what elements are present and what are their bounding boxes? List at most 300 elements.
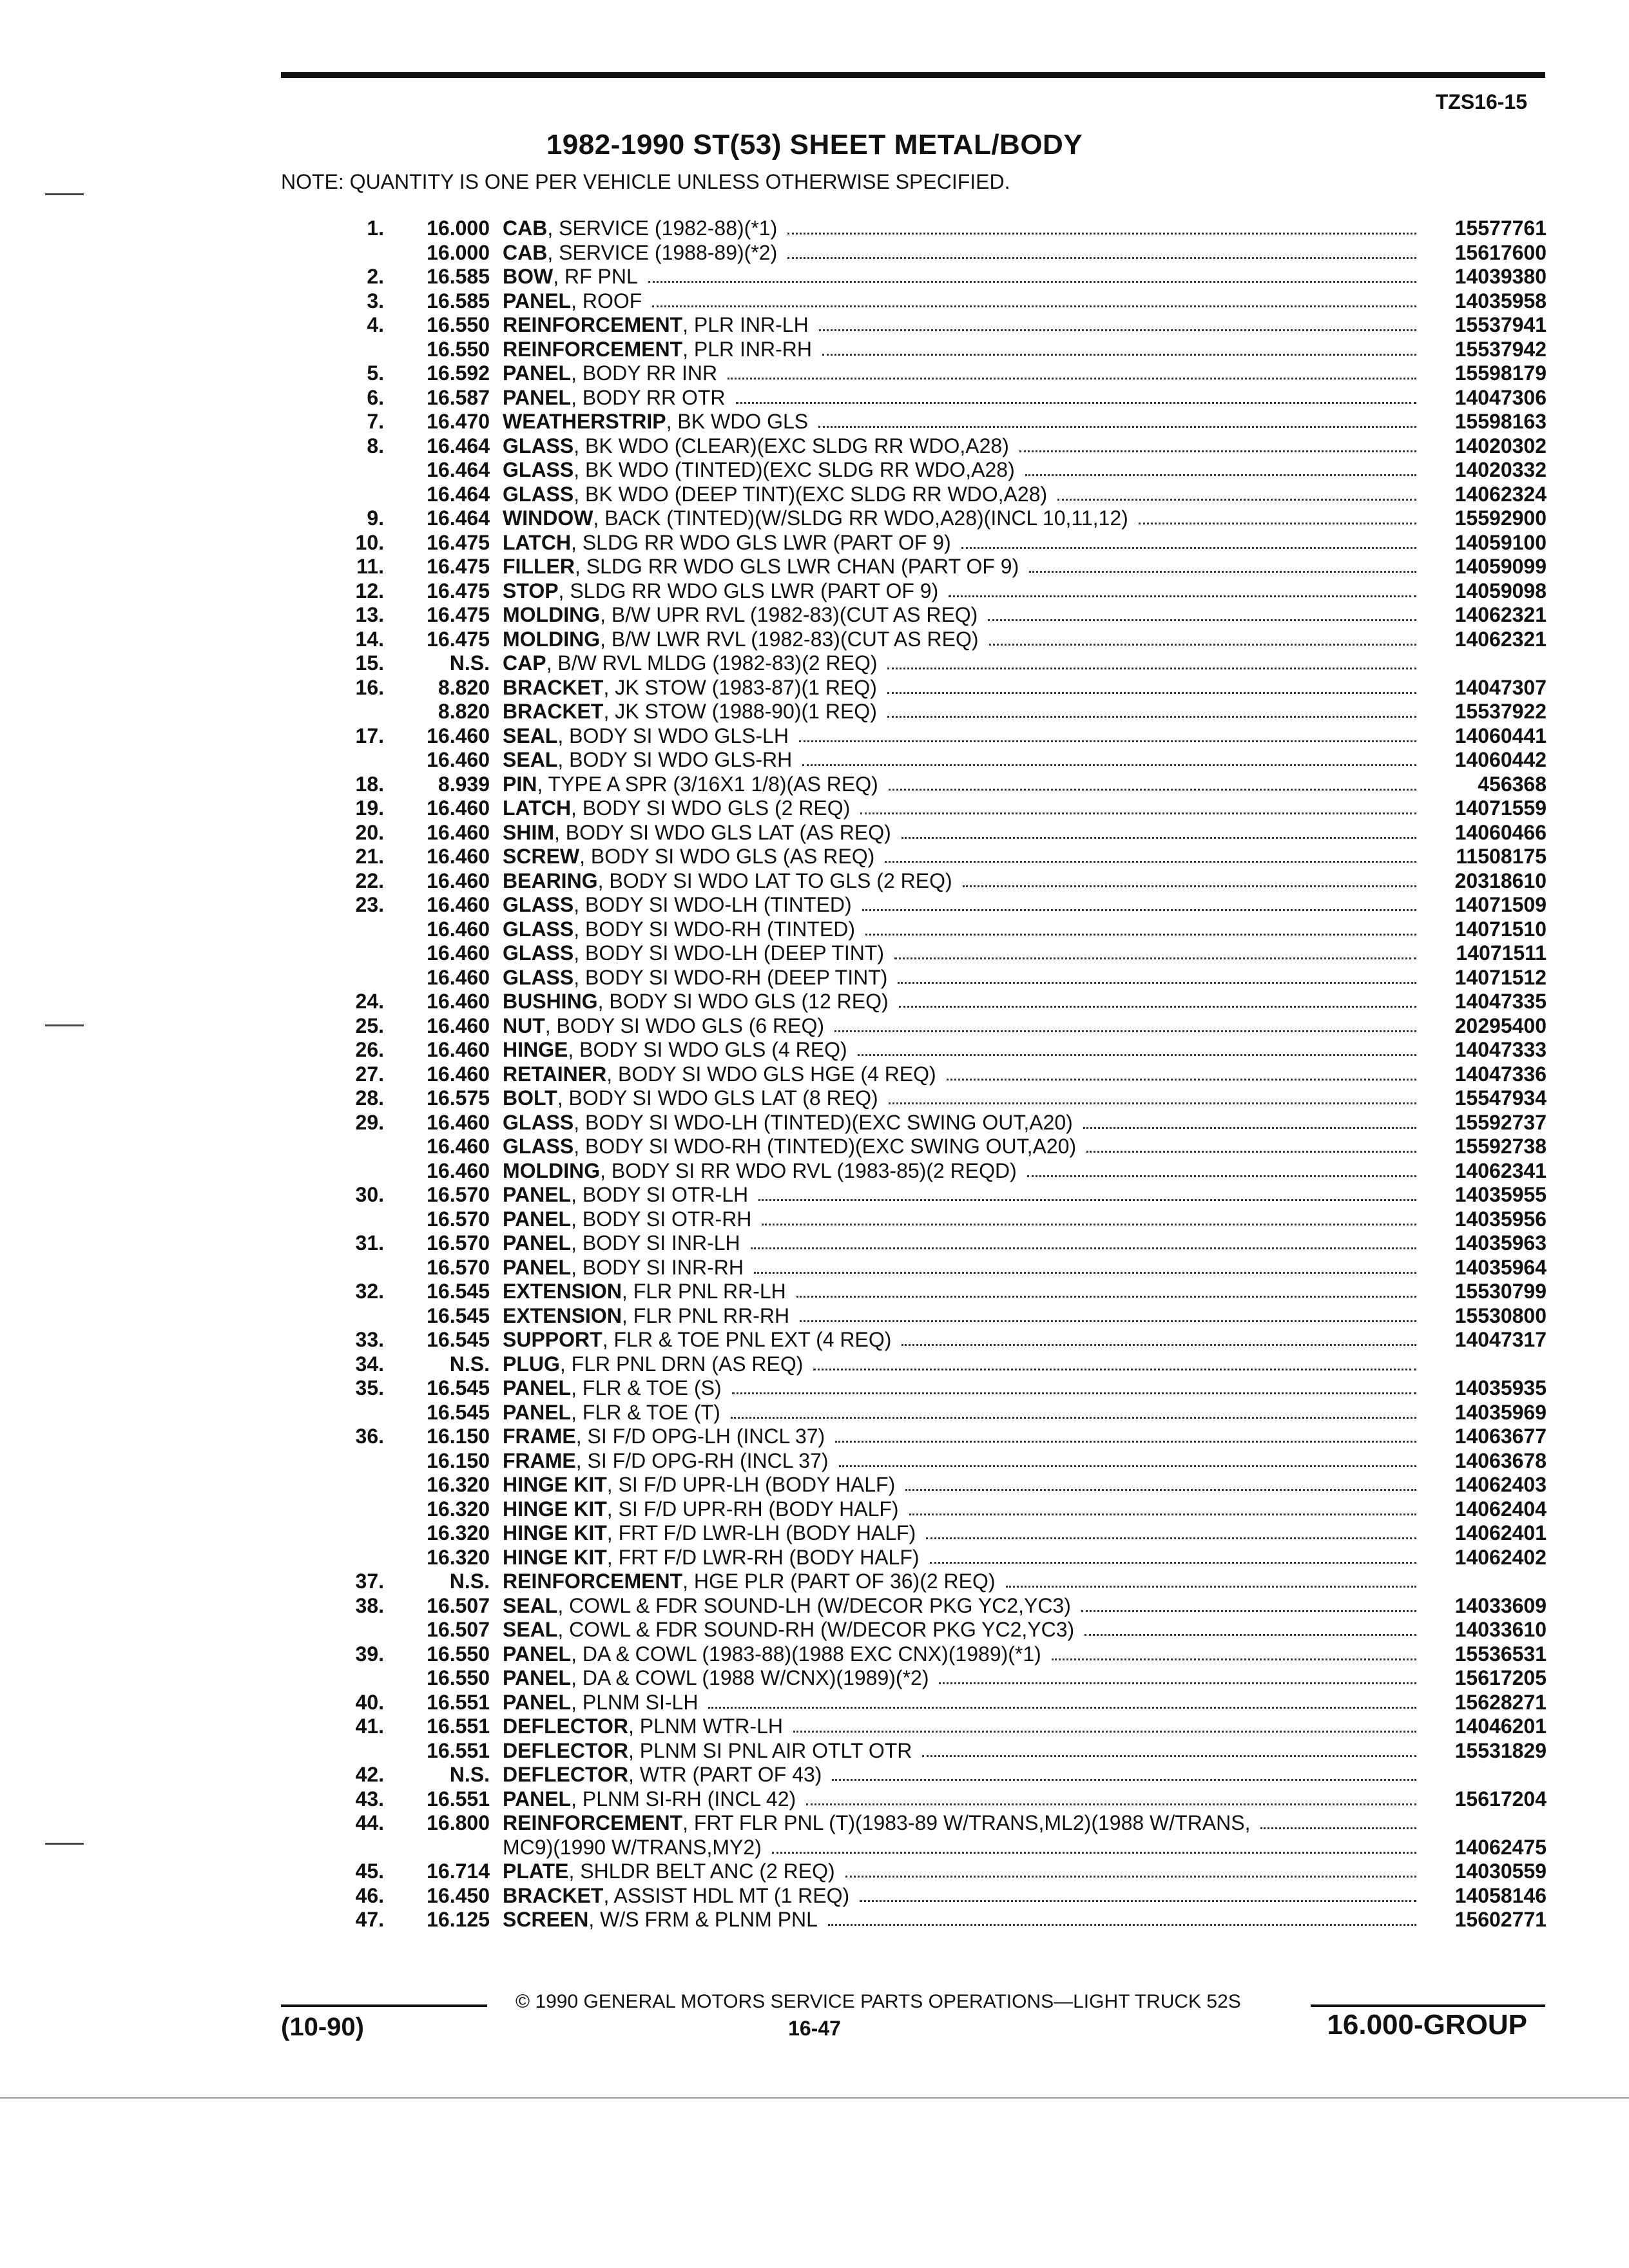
dot-leader — [845, 1876, 1416, 1878]
group-number: 16.150 — [427, 1448, 490, 1472]
part-detail: , FLR PNL RR-LH — [621, 1280, 786, 1303]
part-description — [503, 1231, 1427, 1256]
dot-leader — [796, 1296, 1416, 1298]
dot-leader — [787, 233, 1416, 235]
part-detail: , BODY SI WDO-LH (TINTED) — [574, 893, 852, 916]
part-number: 14063677 — [1454, 1425, 1547, 1448]
table-row — [335, 1546, 1547, 1570]
table-row — [335, 1787, 1547, 1812]
table-row — [335, 1811, 1547, 1836]
table-row — [335, 579, 1547, 604]
dot-leader — [894, 957, 1416, 959]
table-row — [335, 531, 1547, 555]
ref-number: 28. — [355, 1086, 384, 1110]
part-number: 14030559 — [1454, 1860, 1547, 1883]
table-row — [335, 1159, 1547, 1184]
part-detail: , FLR & TOE (T) — [571, 1400, 720, 1424]
part-number: 15598179 — [1454, 361, 1547, 385]
part-detail: , DA & COWL (1983-88)(1988 EXC CNX)(1989)(*1) — [571, 1642, 1041, 1666]
ref-number: 10. — [355, 530, 384, 554]
table-row — [335, 410, 1547, 434]
part-number: 14033609 — [1454, 1593, 1547, 1617]
part-number: 14047335 — [1454, 990, 1547, 1013]
part-number: 14059099 — [1454, 555, 1547, 578]
dot-leader — [1052, 1658, 1416, 1660]
part-description — [503, 1811, 1427, 1836]
table-row — [335, 821, 1547, 845]
part-detail: , SLDG RR WDO GLS LWR (PART OF 9) — [558, 579, 939, 602]
part-detail: , PLNM SI-RH (INCL 42) — [571, 1787, 796, 1811]
part-description — [503, 1836, 1427, 1860]
part-description — [503, 434, 1427, 459]
part-number: 14058146 — [1454, 1883, 1547, 1907]
part-detail: , JK STOW (1988-90)(1 REQ) — [603, 700, 877, 723]
part-detail: , BODY SI OTR-LH — [571, 1183, 749, 1206]
part-description — [503, 1304, 1427, 1329]
ref-number: 25. — [355, 1014, 384, 1037]
group-number: 16.320 — [427, 1473, 490, 1496]
part-detail: , BODY SI WDO-RH (TINTED)(EXC SWING OUT,A20) — [574, 1135, 1077, 1158]
part-detail: , BODY SI WDO-LH (TINTED)(EXC SWING OUT,A20) — [574, 1110, 1073, 1134]
table-row — [335, 1135, 1547, 1159]
part-name: DEFLECTOR — [503, 1763, 628, 1786]
ref-number: 33. — [355, 1328, 384, 1351]
group-number: 16.545 — [427, 1280, 490, 1303]
part-number: 14062321 — [1454, 603, 1547, 626]
part-detail: , BODY SI INR-RH — [571, 1255, 744, 1279]
table-row — [335, 1328, 1547, 1352]
table-row — [335, 1642, 1547, 1667]
part-detail: , COWL & FDR SOUND-LH (W/DECOR PKG YC2,YC3) — [557, 1593, 1071, 1617]
dot-leader — [887, 716, 1416, 718]
part-number: 20295400 — [1454, 1014, 1547, 1037]
part-number: 15537941 — [1454, 313, 1547, 336]
ref-number: 37. — [355, 1570, 384, 1593]
scan-mark — [45, 1843, 84, 1845]
table-row — [335, 1352, 1547, 1377]
group-number: 16.320 — [427, 1521, 490, 1544]
part-number: 15592900 — [1454, 506, 1547, 530]
group-number: N.S. — [449, 651, 490, 675]
part-detail: , SI F/D OPG-RH (INCL 37) — [575, 1448, 829, 1472]
dot-leader — [732, 1392, 1416, 1394]
part-name: BEARING — [503, 869, 598, 892]
part-name: PLUG — [503, 1352, 560, 1376]
table-row — [335, 1473, 1547, 1497]
table-row — [335, 434, 1547, 459]
group-number: 16.460 — [427, 869, 490, 892]
revision-date: (10-90) — [281, 2013, 364, 2041]
part-name: SCREEN — [503, 1908, 589, 1931]
ref-number: 16. — [355, 675, 384, 699]
part-number: 14035955 — [1454, 1183, 1547, 1206]
table-row — [335, 1884, 1547, 1908]
part-description — [503, 458, 1427, 483]
dot-leader — [989, 644, 1417, 646]
part-number: 15530799 — [1454, 1280, 1547, 1303]
group-number: 16.125 — [427, 1908, 490, 1931]
part-detail: , BODY SI RR WDO RVL (1983-85)(2 REQD) — [600, 1158, 1017, 1182]
part-description — [503, 1642, 1427, 1667]
ref-number: 39. — [355, 1642, 384, 1666]
part-number: 14035969 — [1454, 1400, 1547, 1424]
part-number: 14071559 — [1454, 796, 1547, 820]
ref-number: 31. — [355, 1231, 384, 1254]
ref-number: 46. — [355, 1883, 384, 1907]
part-description — [503, 1763, 1427, 1787]
part-name: SHIM — [503, 820, 554, 844]
group-number: 16.507 — [427, 1593, 490, 1617]
part-description — [503, 941, 1427, 966]
part-description — [503, 1715, 1427, 1739]
part-name: CAP — [503, 651, 546, 675]
ref-number: 19. — [355, 796, 384, 820]
part-name: GLASS — [503, 941, 574, 965]
dot-leader — [1029, 571, 1416, 573]
dot-leader — [898, 982, 1416, 984]
part-detail: , BODY SI WDO-RH (TINTED) — [574, 917, 855, 941]
group-number: 16.460 — [427, 1062, 490, 1086]
table-row — [335, 1908, 1547, 1932]
part-description — [503, 1739, 1427, 1763]
part-number: 14062321 — [1454, 627, 1547, 651]
dot-leader — [793, 1731, 1416, 1733]
part-name: PANEL — [503, 1231, 572, 1254]
part-number: 14035958 — [1454, 289, 1547, 312]
table-row — [335, 1401, 1547, 1425]
group-number: 16.550 — [427, 1642, 490, 1666]
part-name: FILLER — [503, 555, 575, 578]
part-detail: , BODY SI WDO GLS (4 REQ) — [568, 1038, 847, 1061]
page-number: 16-47 — [788, 2017, 841, 2040]
group-number: 16.460 — [427, 1158, 490, 1182]
part-number: 14047317 — [1454, 1328, 1547, 1351]
group-number: 16.585 — [427, 265, 490, 288]
part-description — [503, 1908, 1427, 1932]
table-row — [335, 676, 1547, 700]
group-number: 16.320 — [427, 1497, 490, 1521]
part-description — [503, 555, 1427, 579]
ref-number: 7. — [367, 410, 384, 433]
part-description — [503, 700, 1427, 724]
group-number: 16.570 — [427, 1255, 490, 1279]
group-number: 16.475 — [427, 603, 490, 626]
dot-leader — [885, 861, 1416, 863]
part-number: 14035956 — [1454, 1207, 1547, 1231]
dot-leader — [901, 837, 1416, 839]
part-detail: , B/W LWR RVL (1982-83)(CUT AS REQ) — [600, 627, 979, 651]
part-detail: , JK STOW (1983-87)(1 REQ) — [603, 675, 877, 699]
dot-leader — [905, 1489, 1416, 1491]
part-name: BRACKET — [503, 700, 604, 723]
dot-leader — [961, 547, 1416, 549]
part-detail: , BODY SI WDO GLS (12 REQ) — [597, 990, 889, 1013]
ref-number: 4. — [367, 313, 384, 336]
part-name: FRAME — [503, 1448, 576, 1472]
group-number: 16.464 — [427, 506, 490, 530]
part-description — [503, 1570, 1427, 1594]
part-name: GLASS — [503, 1135, 574, 1158]
part-name: LATCH — [503, 530, 572, 554]
dot-leader — [802, 764, 1416, 766]
dot-leader — [835, 1441, 1416, 1443]
part-detail: , WTR (PART OF 43) — [628, 1763, 822, 1786]
part-description — [503, 386, 1427, 410]
part-number: 15537942 — [1454, 337, 1547, 361]
part-name: SEAL — [503, 724, 558, 747]
part-description — [503, 313, 1427, 338]
group-number: 16.475 — [427, 627, 490, 651]
table-row — [335, 1207, 1547, 1232]
part-detail: , BODY SI INR-LH — [571, 1231, 740, 1254]
part-detail: , PLNM WTR-LH — [628, 1715, 783, 1738]
table-row — [335, 1086, 1547, 1111]
dot-leader — [736, 402, 1416, 404]
ref-number: 47. — [355, 1908, 384, 1931]
dot-leader — [832, 1779, 1416, 1781]
dot-leader — [939, 1682, 1416, 1684]
table-row — [335, 628, 1547, 652]
part-number: 15592738 — [1454, 1135, 1547, 1158]
table-row — [335, 361, 1547, 386]
part-detail: , BK WDO (TINTED)(EXC SLDG RR WDO,A28) — [574, 458, 1015, 481]
table-row — [335, 265, 1547, 289]
part-name: PLATE — [503, 1860, 569, 1883]
dot-leader — [758, 1199, 1416, 1201]
part-name: BRACKET — [503, 675, 604, 699]
part-description — [503, 1328, 1427, 1352]
table-row — [335, 1183, 1547, 1207]
group-number: 16.545 — [427, 1328, 490, 1351]
group-number: 16.460 — [427, 893, 490, 916]
part-detail: , BODY SI WDO-RH (DEEP TINT) — [574, 965, 888, 989]
part-name: EXTENSION — [503, 1280, 622, 1303]
part-detail: , SERVICE (1988-89)(*2) — [547, 240, 778, 264]
table-row — [335, 1449, 1547, 1474]
part-number: 14060441 — [1454, 724, 1547, 747]
group-number: 16.550 — [427, 1666, 490, 1689]
part-number: 15617205 — [1454, 1666, 1547, 1689]
table-row — [335, 216, 1547, 241]
part-number: 14020332 — [1454, 458, 1547, 481]
group-number: N.S. — [449, 1570, 490, 1593]
copyright-line: © 1990 GENERAL MOTORS SERVICE PARTS OPERATIONS—LIGHT TRUCK 52S — [516, 1991, 1241, 2012]
part-number: 14059098 — [1454, 579, 1547, 602]
part-name: HINGE KIT — [503, 1521, 607, 1544]
ref-number: 42. — [355, 1763, 384, 1786]
ref-number: 11. — [356, 555, 384, 578]
ref-number: 45. — [355, 1860, 384, 1883]
part-name: DEFLECTOR — [503, 1738, 628, 1762]
group-number: 16.585 — [427, 289, 490, 312]
ref-number: 27. — [355, 1062, 384, 1086]
part-number: 456368 — [1478, 772, 1547, 796]
part-detail: , SERVICE (1982-88)(*1) — [547, 216, 778, 240]
part-description — [503, 1546, 1427, 1570]
part-detail: , B/W RVL MLDG (1982-83)(2 REQ) — [546, 651, 878, 675]
part-description — [503, 1594, 1427, 1619]
group-number: 8.820 — [438, 700, 490, 723]
part-description — [503, 1135, 1427, 1159]
group-number: 16.545 — [427, 1376, 490, 1399]
group-number: 16.320 — [427, 1545, 490, 1569]
part-detail: , RF PNL — [553, 265, 638, 288]
part-number: 14047307 — [1454, 675, 1547, 699]
part-number: 15598163 — [1454, 410, 1547, 433]
part-detail: , PLNM SI-LH — [571, 1690, 699, 1714]
part-name: CAB — [503, 216, 548, 240]
group-number: 16.551 — [427, 1787, 490, 1811]
group-number: 16.714 — [427, 1860, 490, 1883]
part-detail: , BODY RR INR — [571, 361, 718, 385]
part-name: MOLDING — [503, 1158, 601, 1182]
part-description — [503, 483, 1427, 507]
group-number: N.S. — [449, 1763, 490, 1786]
table-row — [335, 990, 1547, 1014]
part-name: PANEL — [503, 1376, 572, 1399]
ref-number: 38. — [355, 1593, 384, 1617]
table-row — [335, 1038, 1547, 1062]
group-number: 16.460 — [427, 748, 490, 771]
dot-leader — [822, 354, 1416, 356]
table-row — [335, 483, 1547, 507]
dot-leader — [731, 1417, 1416, 1419]
part-detail: , ROOF — [571, 289, 642, 312]
part-name: GLASS — [503, 458, 574, 481]
ref-number: 24. — [355, 990, 384, 1013]
part-number: 20318610 — [1454, 869, 1547, 892]
part-description — [503, 676, 1427, 700]
part-description — [503, 869, 1427, 894]
group-number: 16.460 — [427, 820, 490, 844]
group-number: 16.460 — [427, 941, 490, 965]
part-name: GLASS — [503, 482, 574, 506]
group-number: 16.545 — [427, 1400, 490, 1424]
part-description — [503, 241, 1427, 265]
part-name: WEATHERSTRIP — [503, 410, 666, 433]
part-number: 15592737 — [1454, 1110, 1547, 1134]
part-name: BOLT — [503, 1086, 557, 1110]
table-row — [335, 386, 1547, 410]
part-name: PANEL — [503, 1400, 572, 1424]
ref-number: 35. — [355, 1376, 384, 1399]
dot-leader — [949, 595, 1416, 597]
part-description — [503, 1062, 1427, 1087]
part-name: DEFLECTOR — [503, 1715, 628, 1738]
ref-number: 18. — [355, 772, 384, 796]
part-description — [503, 1860, 1427, 1884]
part-description — [503, 216, 1427, 241]
part-description — [503, 796, 1427, 821]
ref-number: 6. — [367, 385, 384, 409]
document-code: TZS16-15 — [1435, 90, 1527, 113]
part-description — [503, 773, 1427, 797]
part-number: 14035935 — [1454, 1376, 1547, 1399]
ref-number: 29. — [355, 1110, 384, 1134]
part-number: 14033610 — [1454, 1618, 1547, 1641]
table-row — [335, 1836, 1547, 1860]
group-number: 16.150 — [427, 1425, 490, 1448]
part-number: 14047336 — [1454, 1062, 1547, 1086]
ref-number: 32. — [355, 1280, 384, 1303]
group-number: 16.470 — [427, 410, 490, 433]
part-detail: , SI F/D UPR-LH (BODY HALF) — [606, 1473, 896, 1496]
dot-leader — [887, 692, 1416, 694]
part-name: SEAL — [503, 1593, 558, 1617]
table-row — [335, 966, 1547, 990]
part-number: 15531829 — [1454, 1738, 1547, 1762]
part-detail: , COWL & FDR SOUND-RH (W/DECOR PKG YC2,YC3) — [557, 1618, 1075, 1641]
group-number: 16.545 — [427, 1303, 490, 1327]
dot-leader — [1027, 1175, 1416, 1177]
part-name: HINGE KIT — [503, 1497, 607, 1521]
part-detail: , BODY SI WDO GLS LAT (AS REQ) — [554, 820, 891, 844]
group-number: 16.592 — [427, 361, 490, 385]
table-row — [335, 773, 1547, 797]
part-description — [503, 628, 1427, 652]
part-number: 14071510 — [1454, 917, 1547, 941]
part-name: GLASS — [503, 965, 574, 989]
part-description — [503, 338, 1427, 362]
dot-leader — [889, 1102, 1416, 1104]
dot-leader — [800, 1320, 1416, 1322]
part-number: 14020302 — [1454, 434, 1547, 457]
ref-number: 8. — [367, 434, 384, 457]
part-description — [503, 1111, 1427, 1135]
ref-number: 9. — [367, 506, 384, 530]
part-detail: , PLNM SI PNL AIR OTLT OTR — [628, 1738, 912, 1762]
group-number: 16.550 — [427, 337, 490, 361]
part-description — [503, 1425, 1427, 1449]
group-number: 16.800 — [427, 1811, 490, 1834]
table-row — [335, 1280, 1547, 1304]
parts-table — [335, 216, 1547, 1932]
group-number: 16.464 — [427, 458, 490, 481]
group-number: 16.570 — [427, 1183, 490, 1206]
group-number: 16.460 — [427, 1110, 490, 1134]
dot-leader — [860, 812, 1416, 814]
dot-leader — [708, 1707, 1416, 1709]
part-description — [503, 1787, 1427, 1812]
group-number: 16.460 — [427, 845, 490, 868]
group-number: 16.570 — [427, 1207, 490, 1231]
dot-leader — [1057, 499, 1416, 501]
part-name: PANEL — [503, 1255, 572, 1279]
dot-leader — [963, 885, 1416, 887]
part-description — [503, 1207, 1427, 1232]
part-detail: , W/S FRM & PLNM PNL — [588, 1908, 818, 1931]
part-description — [503, 1884, 1427, 1908]
table-row — [335, 941, 1547, 966]
group-number: 16.460 — [427, 917, 490, 941]
page-title: 1982-1990 ST(53) SHEET METAL/BODY — [546, 129, 1083, 160]
part-detail: , BODY SI WDO GLS HGE (4 REQ) — [606, 1062, 936, 1086]
part-name: SUPPORT — [503, 1328, 602, 1351]
ref-number: 30. — [355, 1183, 384, 1206]
part-name: SEAL — [503, 1618, 558, 1641]
part-number: 14060466 — [1454, 820, 1547, 844]
table-row — [335, 1715, 1547, 1739]
part-detail: , SLDG RR WDO GLS LWR CHAN (PART OF 9) — [574, 555, 1019, 578]
part-description — [503, 1473, 1427, 1497]
part-number: 14071511 — [1456, 941, 1547, 965]
ref-number: 14. — [355, 627, 384, 651]
dot-leader — [813, 1369, 1416, 1370]
part-description — [503, 821, 1427, 845]
dot-leader — [926, 1537, 1416, 1539]
part-description — [503, 410, 1427, 434]
table-row — [335, 1425, 1547, 1449]
